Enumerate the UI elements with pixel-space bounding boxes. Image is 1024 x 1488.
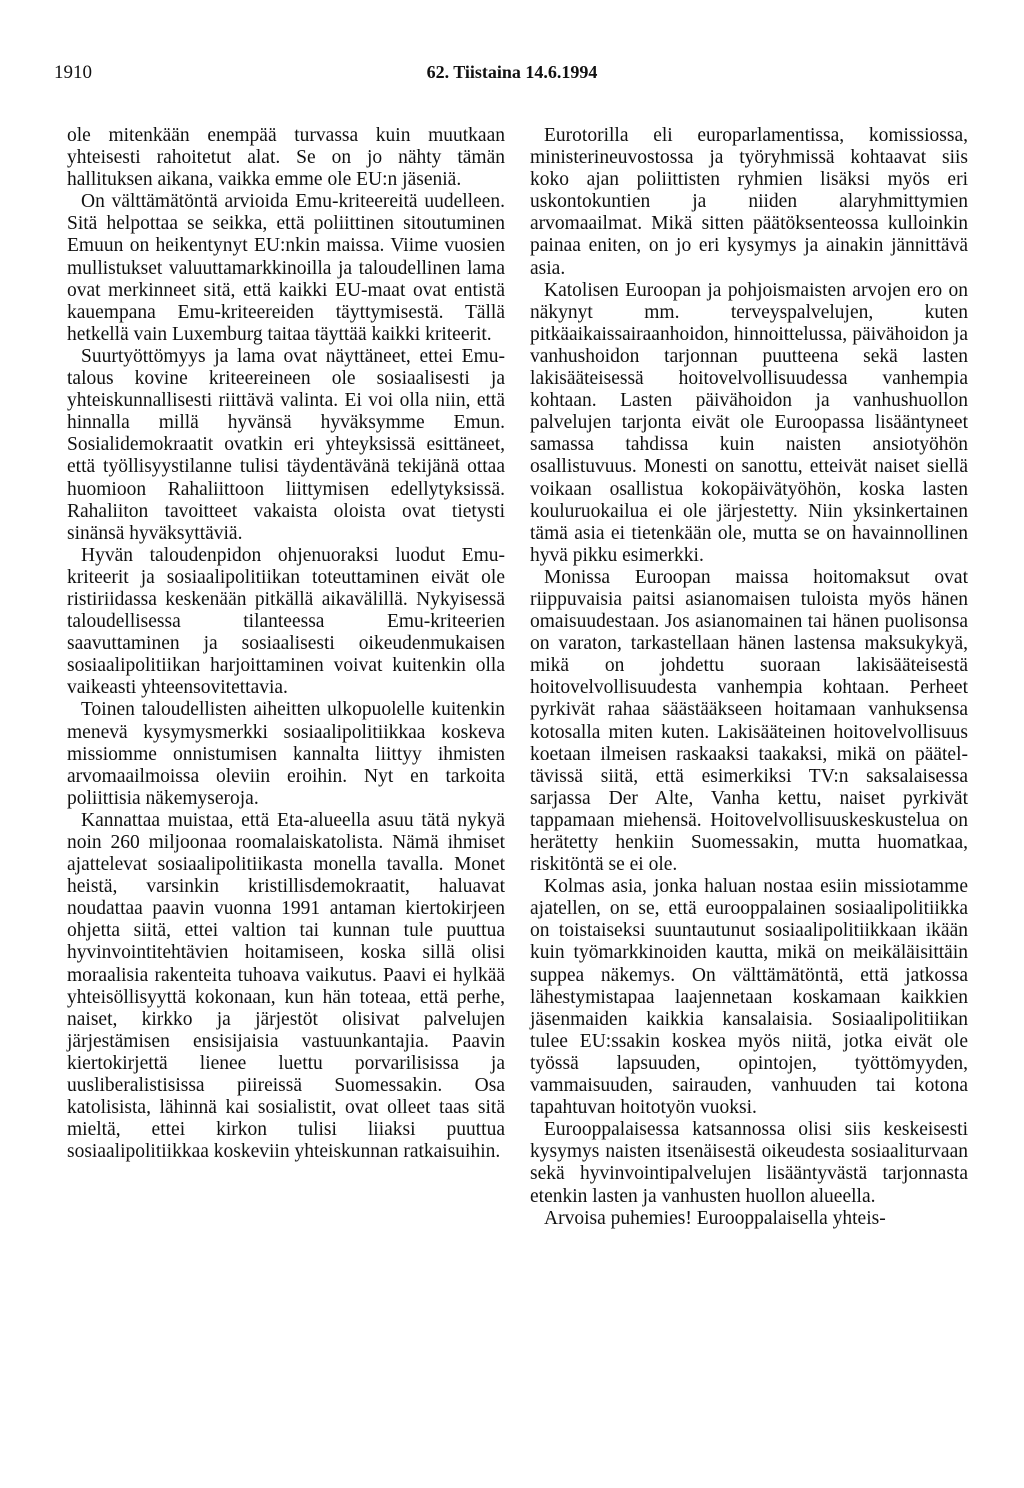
paragraph: Eurooppalaisessa katsannossa olisi siis keskeisesti kysymys naisten itsenäisestä oikeudesta sosiaaliturvaan sekä hyvinvointipalvelujen lisääntyvästä tarjonnasta etenkin lasten ja vanhusten huollon alueella. — [530, 1119, 968, 1207]
paragraph: Kolmas asia, jonka haluan nostaa esiin missiotamme ajatellen, on se, että eurooppalainen sosiaalipolitiikka on toistaiseksi suuntautunut sosiaalipolitiikkaan ikään kuin työmarkkinoiden kautta, mikä on meikäläisittäin suppea näkemys. On välttämätöntä, että jatkossa lähestymistapaa laajennetaan koskamaan kaikkien jäsenmaiden kaikkia kansalaisia. Sosiaalipolitiikan tulee EU:ssakin koskea myös niitä, jotka eivät ole työssä lapsuuden, opintojen, työttömyyden, vammaisuuden, sairauden, vanhuuden tai kotona tapahtuvan hoitotyön vuoksi. — [530, 876, 968, 1119]
paragraph: Katolisen Euroopan ja pohjoismaisten arvojen ero on näkynyt mm. terveyspalvelujen, kuten pitkäaikaissairaanhoidon, hinnoittelussa, päivähoidon ja vanhushoidon tarjonnan puutteena sekä lasten lakisääteisessä hoitovelvollisuudessa vanhempia kohtaan. Lasten päivähoidon ja vanhushuollon palvelujen tarjonta eivät ole Euroopassa lisääntyneet samassa tahdissa kuin naisten ansiotyöhön osallistuvuus. Monesti on sanottu, etteivät naiset siellä voikaan osallistua kokopäivätyöhön, koska lasten kouluruokailua ei ole järjestetty. Niin yksinkertainen tämä asia ei tietenkään ole, mutta se on havainnollinen hyvä pikku esimerkki. — [530, 279, 968, 566]
paragraph: ole mitenkään enempää turvassa kuin muutkaan yhteisesti rahoitetut alat. Se on jo nähty tämän hallituksen aikana, vaikka emme ole EU:n jäseniä. — [67, 125, 505, 191]
paragraph: Kannattaa muistaa, että Eta-alueella asuu tätä nykyä noin 260 miljoonaa roomalaiskatolista. Nämä ihmiset ajattelevat sosiaalipolitiikasta monella tavalla. Monet heistä, varsinkin kristillisdemokraatit, haluavat noudattaa paavin vuonna 1991 antaman kiertokirjeen ohjetta siitä, ettei valtion tai kunnan tule puuttua hyvinvointitehtävien hoitamiseen, koska sillä olisi moraalisia rakenteita tuhoava vaikutus. Paavi ei hylkää yhteisöllisyyttä kokonaan, kun hän toteaa, että perhe, naiset, kirkko ja järjestöt olisivat palvelujen järjestämisen ensisijaisia vastuunkantajia. Paavin kiertokirjettä lienee luettu porvarilisissa ja uusliberalistisissa piireissä Suomessakin. Osa katolisista, lähinnä kai sosialistit, ovat olleet taas sitä mieltä, ettei kirkon tulisi liiaksi puuttua sosiaalipolitiikkaa koskeviin yhteiskunnan ratkaisuihin. — [67, 809, 505, 1163]
session-date: 62. Tiistaina 14.6.1994 — [426, 62, 598, 82]
page-number: 1910 — [54, 62, 92, 83]
paragraph: Hyvän taloudenpidon ohjenuoraksi luodut Emu-kriteerit ja sosiaalipolitiikan toteuttaminen eivät ole ristiriidassa keskenään pitkällä aikavälillä. Nykyisessä taloudellisessa tilanteessa Emu-kriteerien saavuttaminen ja sosiaalisesti oikeudenmukaisen sosiaalipolitiikan harjoittaminen voivat kuitenkin olla vaikeasti yhteensovitettavia. — [67, 544, 505, 699]
paragraph: Toinen taloudellisten aiheitten ulkopuolelle kuitenkin menevä kysymysmerkki sosiaalipolitiikkaa koskeva missiomme onnistumisen kannalta liittyy ihmisten arvomaailmoissa oleviin eroihin. Nyt en tarkoita poliittisia näkemyseroja. — [67, 699, 505, 809]
paragraph: Eurotorilla eli europarlamentissa, komissiossa, ministerineuvostossa ja työryhmissä kohtaavat siis koko ajan poliittisten ryhmien lisäksi myös eri uskontokuntien ja niiden alaryhmittymien arvomaailmat. Mikä sitten päätöksenteossa kulloinkin painaa eniten, on jo eri kysymys ja ainakin jännittävä asia. — [530, 125, 968, 279]
right-column — [530, 125, 968, 1230]
paragraph: Arvoisa puhemies! Eurooppalaisella yhteis- — [544, 1207, 886, 1229]
page-header — [54, 62, 970, 88]
left-column — [67, 125, 505, 1163]
paragraph: Monissa Euroopan maissa hoitomaksut ovat riippuvaisia paitsi asianomaisen tuloista myös hänen omaisuudestaan. Jos asianomainen tai hänen puolisonsa on varaton, tarkastellaan hänen lastensa maksukykyä, mikä on johdettu suoraan lakisääteisestä hoitovelvollisuudesta vanhempia kohtaan. Perheet pyrkivät rahaa säästääkseen hoitamaan vanhuksensa kotosalla miten kuten. Lakisääteinen hoitovelvollisuus koetaan ilmeisen raskaaksi taakaksi, mikä on pääteltävissä siitä, että esimerkiksi TV:n saksalaisessa sarjassa Der Alte, Vanha kettu, naiset pyrkivät tappamaan miehensä. Hoitovelvollisuuskeskustelua on herätetty henkiin Suomessakin, mutta huomatkaa, riskitöntä se ei ole. — [530, 566, 968, 876]
paragraph: Suurtyöttömyys ja lama ovat näyttäneet, ettei Emu-talous kovine kriteereineen ole sosiaalisesti ja yhteiskunnallisesti riittävä valinta. Ei voi olla niin, että hinnalla millä hyvänsä hyväksymme Emun. Sosialidemokraatit ovatkin eri yhteyksissä esittäneet, että työllisyystilanne tulisi täydentävänä tekijänä ottaa huomioon Rahaliittoon liittymisen edellytyksissä. Rahaliiton tavoitteet vakaista oloista ovat tietysti sinänsä hyväksyttäviä. — [67, 345, 505, 544]
paragraph: On välttämätöntä arvioida Emu-kriteereitä uudelleen. Sitä helpottaa se seikka, että poliittinen sitoutuminen Emuun on heikentynyt EU:nkin maissa. Viime vuosien mullistukset valuuttamarkkinoilla ja taloudellinen lama ovat merkinneet sitä, että kaikki EU-maat ovat entistä kauempana Emu-kriteereiden täyttymisestä. Tällä hetkellä vain Luxemburg taitaa täyttää kaikki kriteerit. — [67, 191, 505, 345]
